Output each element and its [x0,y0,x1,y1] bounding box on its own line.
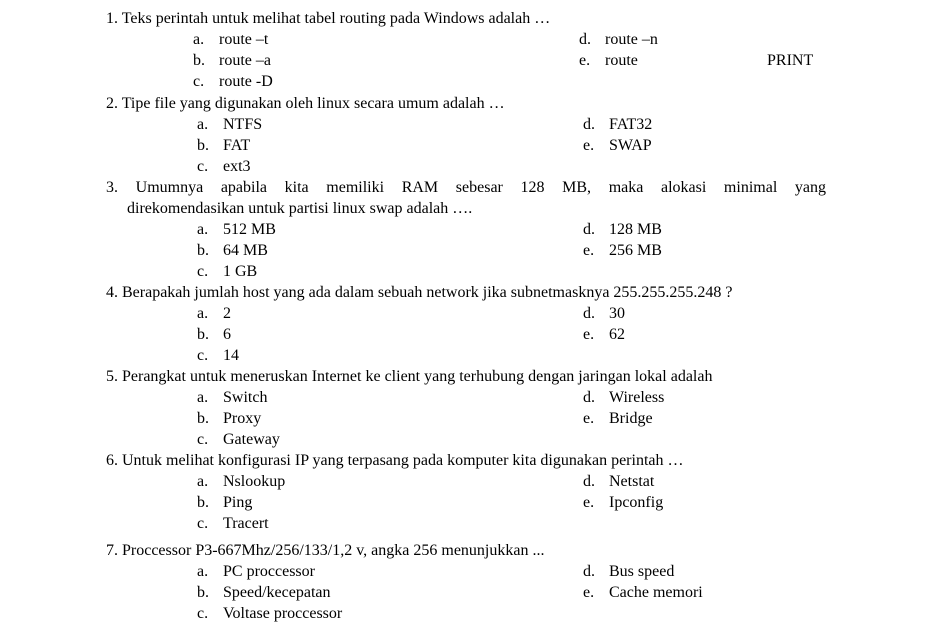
option-text: PC proccessor [223,563,315,580]
option-text: 128 MB [609,221,662,238]
option-letter: c. [197,158,209,175]
question-6 [106,451,683,471]
option-e [583,136,652,156]
option-text: 6 [223,326,231,343]
option-text: route -D [219,73,273,90]
option-letter: e. [579,52,591,69]
option-a [197,304,231,324]
option-c [197,157,251,177]
option-d [583,472,654,492]
option-letter: e. [583,410,595,427]
option-letter: d. [579,31,591,48]
option-e [583,325,625,345]
option-c [197,604,342,624]
option-d [583,220,662,240]
option-text: Gateway [223,431,280,448]
option-text: Speed/kecepatan [223,584,331,601]
option-letter: d. [583,221,595,238]
option-b [197,583,331,603]
question-number: 5. [106,368,118,385]
option-text: Ping [223,494,253,511]
option-c [197,346,239,366]
option-text: ext3 [223,158,251,175]
option-letter: a. [197,305,209,322]
option-letter: d. [583,305,595,322]
question-4 [106,283,733,303]
question-2 [106,94,505,114]
question-text: Berapakah jumlah host yang ada dalam sebuah network jika subnetmasknya 255.255.255.248 ? [122,284,733,301]
question-number: 1. [106,10,118,27]
option-letter: c. [197,605,209,622]
option-letter: a. [193,31,205,48]
option-text: FAT32 [609,116,653,133]
option-letter: a. [197,116,209,133]
option-letter: c. [197,347,209,364]
option-text: 1 GB [223,263,258,280]
option-b [193,51,271,71]
question-text: Perangkat untuk meneruskan Internet ke client yang terhubung dengan jaringan lokal adalah [122,368,713,385]
question-number: 4. [106,284,118,301]
option-a [197,115,262,135]
question-7 [106,541,544,561]
question-number: 6. [106,452,118,469]
print-label: PRINT [767,52,814,69]
option-e [583,241,662,261]
option-letter: e. [583,326,595,343]
question-number: 2. [106,95,118,112]
option-letter: a. [197,389,209,406]
option-b [197,325,231,345]
option-letter: d. [583,116,595,133]
option-letter: c. [197,431,209,448]
option-letter: e. [583,137,595,154]
option-letter: e. [583,584,595,601]
option-letter: b. [193,52,205,69]
option-e [583,493,663,513]
option-text: Bus speed [609,563,675,580]
option-letter: c. [197,263,209,280]
option-text: 62 [609,326,625,343]
option-text: 30 [609,305,625,322]
question-text-continued: direkomendasikan untuk partisi linux swap adalah …. [127,200,473,217]
option-text: SWAP [609,137,652,154]
question-1 [106,9,550,29]
option-letter: b. [197,326,209,343]
question-number: 3. [106,179,118,196]
option-text: 256 MB [609,242,662,259]
option-text: route –n [605,31,658,48]
option-letter: b. [197,410,209,427]
option-text: Voltase proccessor [223,605,343,622]
option-text: 2 [223,305,231,322]
option-a [193,30,268,50]
option-text: Tracert [223,515,269,532]
option-letter: d. [583,389,595,406]
option-d [579,30,658,50]
option-text: NTFS [223,116,263,133]
option-letter: b. [197,494,209,511]
option-c [197,262,257,282]
option-d [583,388,664,408]
option-d [583,562,674,582]
option-e [579,51,638,71]
option-b [197,136,250,156]
option-letter: a. [197,221,209,238]
option-c [193,72,273,92]
option-text: Ipconfig [609,494,664,511]
question-text: Untuk melihat konfigurasi IP yang terpasang pada komputer kita digunakan perintah … [122,452,684,469]
option-e [583,583,703,603]
option-text: Wireless [609,389,665,406]
question-3 [106,178,826,198]
question-text: Proccessor P3-667Mhz/256/133/1,2 v, angka 256 menunjukkan ... [122,542,545,559]
option-text: Bridge [609,410,653,427]
option-c [197,430,280,450]
option-text: FAT [223,137,251,154]
option-letter: b. [197,242,209,259]
question-text: Tipe file yang digunakan oleh linux secara umum adalah … [121,95,505,112]
question-number: 7. [106,542,118,559]
option-text: 14 [223,347,239,364]
option-letter: d. [583,473,595,490]
option-letter: c. [197,515,209,532]
option-text: Switch [223,389,268,406]
option-text: Netstat [609,473,655,490]
option-e [583,409,653,429]
option-text: route –a [219,52,271,69]
option-b [197,241,268,261]
option-d [583,115,652,135]
option-text: route –t [219,31,269,48]
option-letter: d. [583,563,595,580]
option-a [197,562,315,582]
option-c [197,514,269,534]
option-letter: a. [197,473,209,490]
option-letter: b. [197,137,209,154]
option-text: Cache memori [609,584,703,601]
option-letter: c. [193,73,205,90]
question-text: Teks perintah untuk melihat tabel routing pada Windows adalah … [121,10,551,27]
option-text: 512 MB [223,221,276,238]
option-text: Proxy [223,410,262,427]
option-b [197,493,252,513]
option-letter: e. [583,494,595,511]
option-letter: b. [197,584,209,601]
option-d [583,304,625,324]
option-a [197,472,285,492]
question-text: Umumnya apabila kita memiliki RAM sebesar 128 MB, maka alokasi minimal yang [135,179,827,196]
option-b [197,409,261,429]
option-letter: e. [583,242,595,259]
option-text: Nslookup [223,473,286,490]
option-text: 64 MB [223,242,268,259]
option-a [197,388,267,408]
option-a [197,220,276,240]
option-text: route [605,52,638,69]
option-letter: a. [197,563,209,580]
question-5 [106,367,712,387]
